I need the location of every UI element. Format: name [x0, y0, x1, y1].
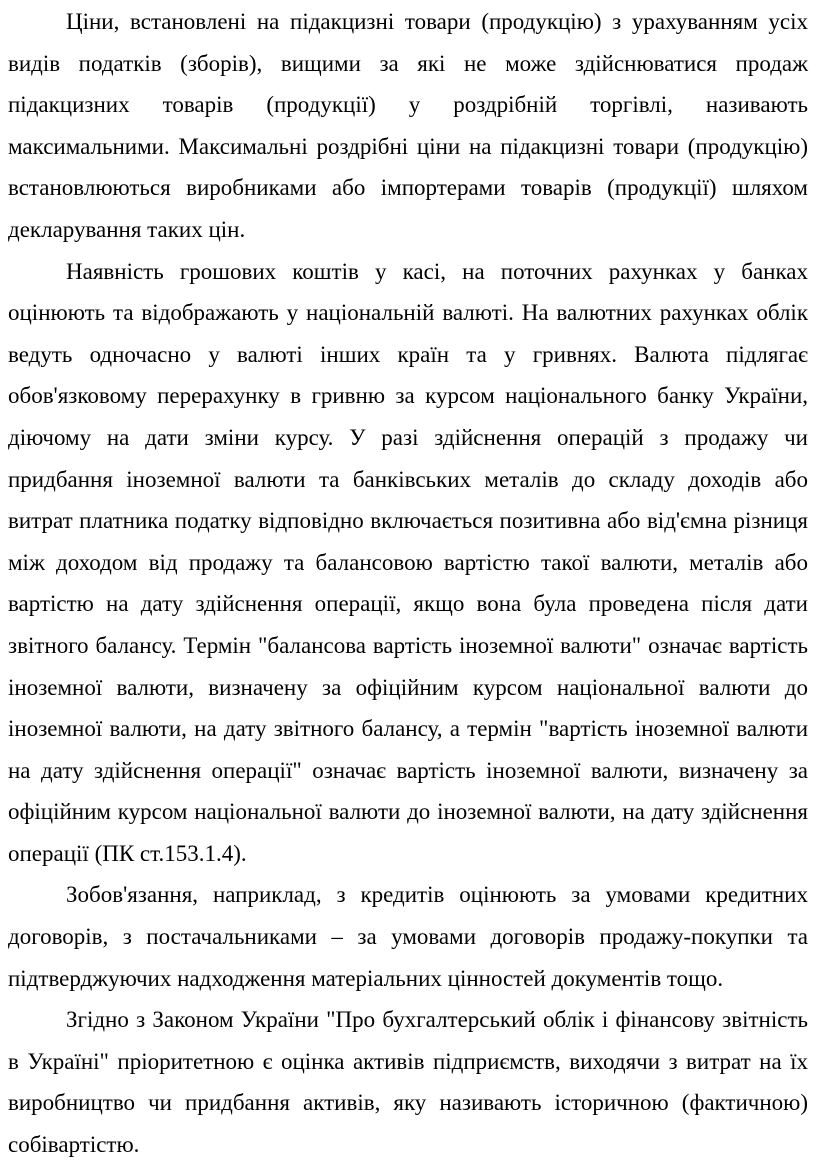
paragraph-cash-currency: Наявність грошових коштів у касі, на поточних рахунках у банках оцінюють та відображають у національній валюті. На валютних рахунках облік ведуть одночасно у валюті інших країн та у гривнях. Валюта підлягає обов'язковому перерахунку в гривню за курсом національного банку України, діючому на дати зміни курсу. У разі здійснення операцій з продажу чи придбання іноземної валюти та банківських металів до складу доходів або витрат платника податку відповідно включається позитивна або від'ємна різниця між доходом від продажу та балансовою вартістю такої валюти, металів або вартістю на дату здійснення операції, якщо вона була проведена після дати звітного балансу. Термін "балансова вартість іноземної валюти" означає вартість іноземної валюти, визначену за офіційним курсом національної валюти до іноземної валюти, на дату звітного балансу, а термін "вартість іноземної валюти на дату здійснення операції" означає вартість іноземної валюти, визначену за офіційним курсом національної валюти до іноземної валюти, на дату здійснення операції (ПК ст.153.1.4).	[8, 258, 808, 866]
paragraph-accounting-law: Згідно з Законом України "Про бухгалтерський облік і фінансову звітність в Україні" пріоритетною є оцінка активів підприємств, виходячи з витрат на їх виробництво чи придбання активів, яку називають історичною (фактичною) собівартістю.	[8, 1007, 808, 1158]
paragraph-liabilities: Зобов'язання, наприклад, з кредитів оцінюють за умовами кредитних договорів, з постачальниками – за умовами договорів продажу-покупки та підтверджуючих надходження матеріальних цінностей документів тощо.	[8, 882, 808, 991]
document-page	[8, 0, 808, 1166]
paragraph-excise-prices: Ціни, встановлені на підакцизні товари (продукцію) з урахуванням усіх видів податків (зборів), вищими за які не може здійснюватися продаж підакцизних товарів (продукції) у роздрібній торгівлі, називають максимальними. Максимальні роздрібні ціни на підакцизні товари (продукцію) встановлюються виробниками або імпортерами товарів (продукції) шляхом декларування таких цін.	[8, 9, 808, 242]
